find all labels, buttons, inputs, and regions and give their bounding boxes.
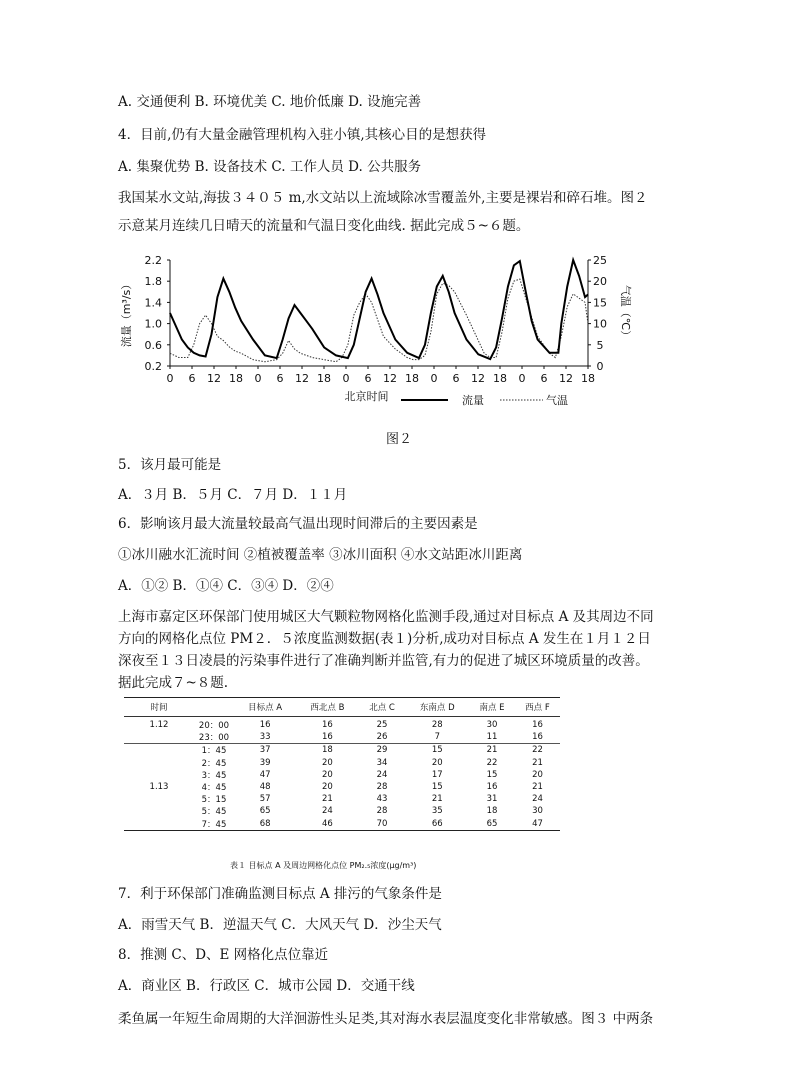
- table-cell: 66: [431, 818, 443, 829]
- x-tick-label: 18: [493, 372, 507, 385]
- x-axis-label: 北京时间: [344, 390, 389, 403]
- table-cell: 37: [234, 744, 296, 757]
- header-c: 北点 C: [359, 698, 406, 717]
- table-cell: 46: [322, 818, 333, 829]
- table-cell: 21: [431, 794, 443, 805]
- passage-hydro-line1: 我国某水文站,海拔３４０５ m,水文站以上流域除冰雪覆盖外,主要是裸岩和碎石堆。图２: [118, 190, 648, 206]
- table-cell: 57: [259, 794, 271, 805]
- row-time: 2：45: [201, 758, 227, 769]
- table-cell: 65: [486, 818, 498, 829]
- passage-pm-line4: 据此完成７~８题.: [118, 675, 229, 691]
- row-date: 1.12: [149, 720, 169, 731]
- q6-statements: ①冰川融水汇流时间 ②植被覆盖率 ③冰川面积 ④水文站距冰川距离: [118, 547, 523, 563]
- x-tick-label: 12: [207, 372, 221, 385]
- x-tick-label: 0: [254, 372, 262, 385]
- y-tick-label: 2.2: [144, 254, 162, 267]
- header-subtime: [194, 698, 234, 717]
- row-date: [124, 757, 194, 769]
- table-row: [124, 781, 560, 793]
- row-time: 7：45: [201, 819, 227, 830]
- y-tick-label: 0.2: [144, 360, 162, 373]
- table-cell: 20: [322, 769, 333, 780]
- table-cell: 30: [486, 720, 498, 731]
- table-cell: 18: [296, 744, 358, 757]
- y-tick-label: 1.4: [144, 296, 162, 310]
- table-row: [124, 769, 560, 781]
- header-time: 时间: [124, 698, 194, 717]
- x-tick-label: 6: [188, 372, 196, 385]
- figure-2-label: 图２: [386, 432, 413, 447]
- table-cell: 43: [376, 794, 388, 805]
- table-cell: 16: [532, 720, 543, 731]
- table-cell: 24: [376, 769, 388, 780]
- table-cell: 21: [469, 744, 515, 757]
- y-tick-label: 0.6: [144, 338, 162, 352]
- passage-squid-line1: 柔鱼属一年短生命周期的大洋洄游性头足类,其对海水表层温度变化非常敏感。图３ 中两条: [118, 1011, 654, 1027]
- legend-flow-label: 流量: [462, 394, 484, 407]
- pm25-table: [124, 697, 560, 831]
- table-cell: 17: [431, 769, 443, 780]
- x-tick-label: 18: [405, 372, 419, 385]
- table-row: [124, 731, 560, 744]
- table-1-caption: 表１ 目标点 A 及周边网格化点位 PM₂.₅浓度(μg/m³): [230, 861, 417, 870]
- passage-hydro-line2: 示意某月连续几日晴天的流量和气温日变化曲线. 据此完成５~６题。: [118, 218, 530, 234]
- header-f: 西点 F: [515, 698, 560, 717]
- table-row: [124, 744, 560, 757]
- header-b: 西北点 B: [296, 698, 358, 717]
- x-tick-label: 0: [518, 372, 526, 385]
- row-date: [124, 731, 194, 744]
- table-cell: 20: [322, 757, 333, 768]
- q7-stem: 7．利于环保部门准确监测目标点 A 排污的气象条件是: [118, 886, 442, 902]
- table-cell: 15: [486, 769, 498, 780]
- y-axis-label: 流量（m³/s）: [120, 278, 133, 348]
- row-time: 23：00: [198, 733, 230, 744]
- row-date: [124, 744, 194, 757]
- table-row: [124, 757, 560, 769]
- row-date: [124, 793, 194, 805]
- table-header-row: [124, 698, 560, 717]
- table-cell: 35: [431, 806, 443, 817]
- q8-options: A．商业区 B．行政区 C．城市公园 D．交通干线: [118, 978, 415, 994]
- passage-pm-line3: 深夜至１３日凌晨的污染事件进行了准确判断并监管,有力的促进了城区环境质量的改善。: [118, 653, 649, 669]
- flow-temperature-chart: [118, 248, 658, 418]
- table-cell: 16: [322, 732, 333, 743]
- q6-options: A．①② B．①④ C．③④ D．②④: [118, 578, 334, 594]
- table-row: [124, 793, 560, 805]
- y-tick-label: 1.8: [144, 275, 162, 289]
- table-cell: 18: [486, 806, 498, 817]
- x-tick-label: 12: [383, 372, 397, 385]
- passage-pm-line2: 方向的网格化点位 PM２．５浓度监测数据(表１)分析,成功对目标点 A 发生在１月１２日: [118, 631, 651, 647]
- table-cell: 22: [515, 744, 560, 757]
- table-cell: 24: [322, 806, 333, 817]
- table-cell: 16: [486, 782, 498, 793]
- row-date: 1.13: [149, 782, 169, 793]
- table-cell: 30: [532, 806, 543, 817]
- y2-tick-label: 0: [596, 360, 604, 373]
- table-cell: 16: [322, 720, 333, 731]
- row-date: [124, 818, 194, 831]
- table-cell: 28: [376, 782, 388, 793]
- table-cell: 21: [322, 794, 333, 805]
- legend-temp-label: 气温: [546, 394, 568, 407]
- header-d: 东南点 D: [405, 698, 469, 717]
- y2-axis-label: 气温（℃）: [619, 284, 632, 342]
- table-cell: 47: [259, 769, 271, 780]
- table-cell: 15: [431, 782, 443, 793]
- y2-tick-label: 25: [593, 254, 607, 267]
- x-tick-label: 12: [295, 372, 309, 385]
- table-cell: 22: [486, 757, 498, 768]
- table-row: [124, 818, 560, 831]
- table-cell: 47: [532, 818, 543, 829]
- table-cell: 20: [322, 782, 333, 793]
- table-cell: 29: [359, 744, 406, 757]
- table-cell: 24: [532, 794, 543, 805]
- x-tick-label: 12: [559, 372, 573, 385]
- table-cell: 20: [532, 769, 543, 780]
- table-cell: 20: [431, 757, 443, 768]
- table-cell: 28: [376, 806, 388, 817]
- q7-options: A．雨雪天气 B．逆温天气 C．大风天气 D．沙尘天气: [118, 917, 442, 933]
- x-tick-label: 0: [430, 372, 438, 385]
- y2-tick-label: 10: [593, 317, 607, 331]
- q3-options: A. 交通便利 B. 环境优美 C. 地价低廉 D. 设施完善: [118, 94, 422, 110]
- table-cell: 15: [405, 744, 469, 757]
- table-row: [124, 717, 560, 732]
- row-time: 1：45: [194, 744, 234, 757]
- table-cell: 16: [259, 720, 271, 731]
- table-cell: 48: [259, 782, 271, 793]
- x-tick-label: 18: [317, 372, 331, 385]
- q8-stem: 8．推测 C、D、E 网格化点位靠近: [118, 947, 329, 963]
- x-tick-label: 6: [276, 372, 284, 385]
- table-cell: 7: [434, 732, 440, 743]
- x-tick-label: 0: [342, 372, 350, 385]
- q5-stem: 5．该月最可能是: [118, 457, 222, 473]
- row-time: 5：45: [201, 807, 227, 818]
- table-cell: 26: [376, 732, 388, 743]
- q4-stem: 4．目前,仍有大量金融管理机构入驻小镇,其核心目的是想获得: [118, 127, 487, 143]
- y2-tick-label: 5: [596, 338, 604, 352]
- table-cell: 34: [376, 757, 388, 768]
- table-cell: 68: [259, 818, 271, 829]
- row-date: [124, 805, 194, 817]
- table-cell: 25: [376, 720, 388, 731]
- table-cell: 65: [259, 806, 271, 817]
- table-cell: 70: [376, 818, 388, 829]
- table-cell: 21: [532, 782, 543, 793]
- y-tick-label: 1.0: [144, 317, 162, 331]
- row-time: 4：45: [201, 783, 227, 794]
- table-cell: 33: [259, 732, 271, 743]
- x-tick-label: 6: [540, 372, 548, 385]
- table-cell: 16: [532, 732, 543, 743]
- table-cell: 31: [486, 794, 498, 805]
- y2-tick-label: 20: [593, 275, 607, 289]
- header-a: 目标点 A: [234, 698, 296, 717]
- x-tick-label: 18: [581, 372, 595, 385]
- row-time: 5：15: [201, 795, 227, 806]
- header-e: 南点 E: [469, 698, 515, 717]
- table-cell: 21: [532, 757, 543, 768]
- q4-options: A. 集聚优势 B. 设备技术 C. 工作人员 D. 公共服务: [118, 159, 422, 175]
- x-tick-label: 12: [471, 372, 485, 385]
- table-cell: 11: [486, 732, 498, 743]
- row-date: [124, 769, 194, 781]
- table-cell: 39: [259, 757, 271, 768]
- x-tick-label: 6: [452, 372, 460, 385]
- table-row: [124, 805, 560, 817]
- x-tick-label: 0: [166, 372, 174, 385]
- x-tick-label: 18: [229, 372, 243, 385]
- x-tick-label: 6: [364, 372, 372, 385]
- q6-stem: 6．影响该月最大流量较最高气温出现时间滞后的主要因素是: [118, 516, 478, 532]
- q5-options: A．３月 B．５月 C．７月 D．１１月: [118, 487, 348, 503]
- series-flow-line: [170, 260, 588, 359]
- y2-tick-label: 15: [593, 296, 607, 310]
- passage-pm-line1: 上海市嘉定区环保部门使用城区大气颗粒物网格化监测手段,通过对目标点 A 及其周边不同: [118, 609, 654, 625]
- row-time: 20：00: [198, 721, 230, 732]
- row-time: 3：45: [201, 770, 227, 781]
- table-cell: 28: [431, 720, 443, 731]
